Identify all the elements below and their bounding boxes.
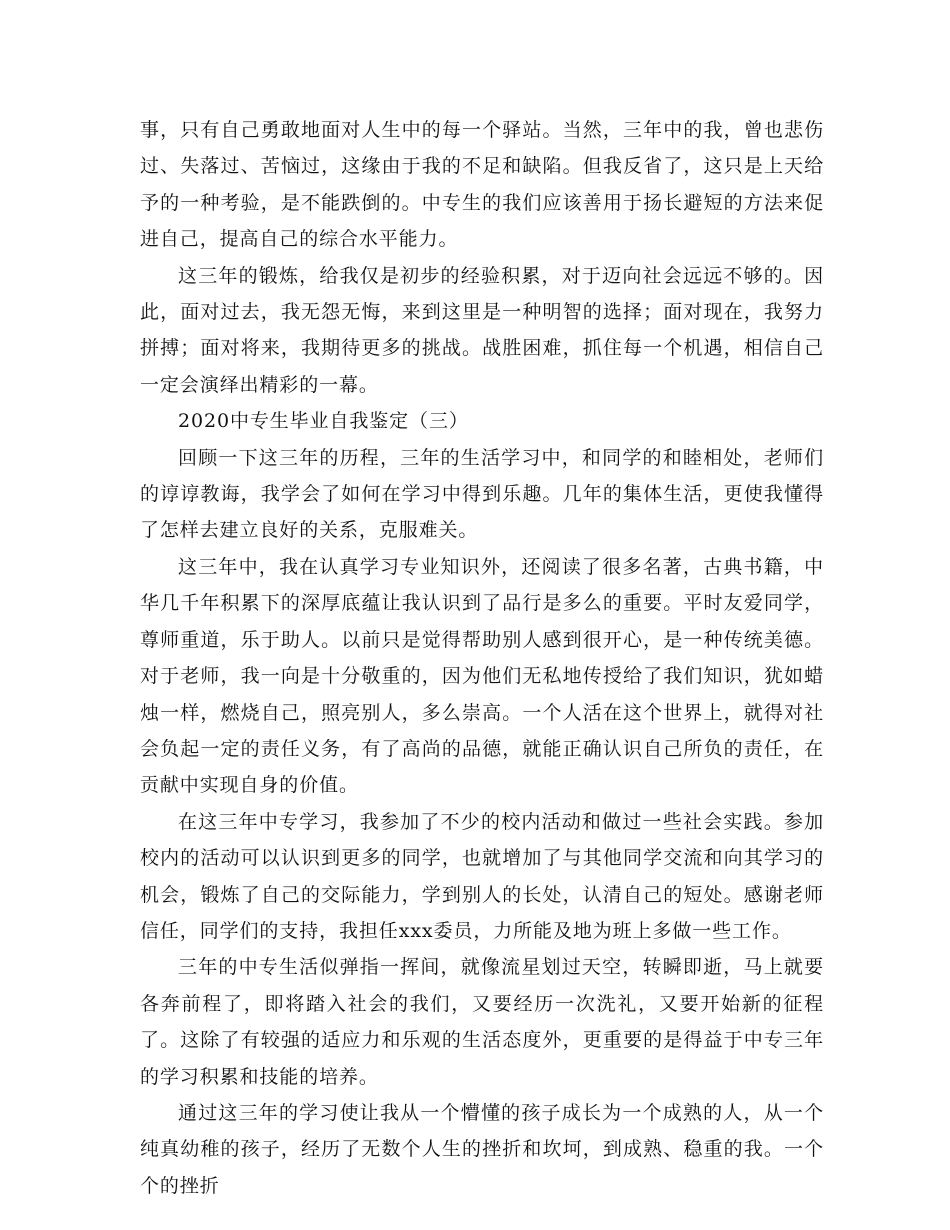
paragraph-growth: 通过这三年的学习使让我从一个懵懂的孩子成长为一个成熟的人，从一个纯真幼稚的孩子，经历了无数个人生的挫折和坎坷，到成熟、稳重的我。一个个的挫折 xyxy=(140,1101,824,1197)
section-heading: 2020中专生毕业自我鉴定（三） xyxy=(178,410,469,433)
paragraph-review: 回顾一下这三年的历程，三年的生活学习中，和同学的和睦相处，老师们的谆谆教诲，我学会了如何在学习中得到乐趣。几年的集体生活，更使我懂得了怎样去建立良好的关系，克服难关。 xyxy=(140,446,824,542)
paragraph-training: 这三年的锻炼，给我仅是初步的经验积累，对于迈向社会远远不够的。因此，面对过去，我无怨无悔，来到这里是一种明智的选择；面对现在，我努力拼搏；面对将来，我期待更多的挑战。战胜困难，抓住每一个机遇，相信自己一定会演绎出精彩的一幕。 xyxy=(140,264,824,396)
paragraph-reading: 这三年中，我在认真学习专业知识外，还阅读了很多名著，古典书籍，中华几千年积累下的深厚底蕴让我认识到了品行是多么的重要。平时友爱同学，尊师重道，乐于助人。以前只是觉得帮助别人感到很开心，是一种传统美德。对于老师，我一向是十分敬重的，因为他们无私地传授给了我们知识，犹如蜡烛一样，燃烧自己，照亮别人，多么崇高。一个人活在这个世界上，就得对社会负起一定的责任义务，有了高尚的品德，就能正确认识自己所负的责任，在贡献中实现自身的价值。 xyxy=(140,555,824,797)
paragraph-farewell: 三年的中专生活似弹指一挥间，就像流星划过天空，转瞬即逝，马上就要各奔前程了，即将踏入社会的我们，又要经历一次洗礼，又要开始新的征程了。这除了有较强的适应力和乐观的生活态度外，更重要的是得益于中专三年的学习积累和技能的培养。 xyxy=(140,956,824,1088)
paragraph-continuation: 事，只有自己勇敢地面对人生中的每一个驿站。当然，三年中的我，曾也悲伤过、失落过、苦恼过，这缘由于我的不足和缺陷。但我反省了，这只是上天给予的一种考验，是不能跌倒的。中专生的我们应该善用于扬长避短的方法来促进自己，提高自己的综合水平能力。 xyxy=(140,119,824,251)
document-body xyxy=(140,112,824,1204)
paragraph-activities: 在这三年中专学习，我参加了不少的校内活动和做过一些社会实践。参加校内的活动可以认识到更多的同学，也就增加了与其他同学交流和向其学习的机会，锻炼了自己的交际能力，学到别人的长处，认清自己的短处。感谢老师信任，同学们的支持，我担任xxx委员，力所能及地为班上多做一些工作。 xyxy=(140,810,824,942)
